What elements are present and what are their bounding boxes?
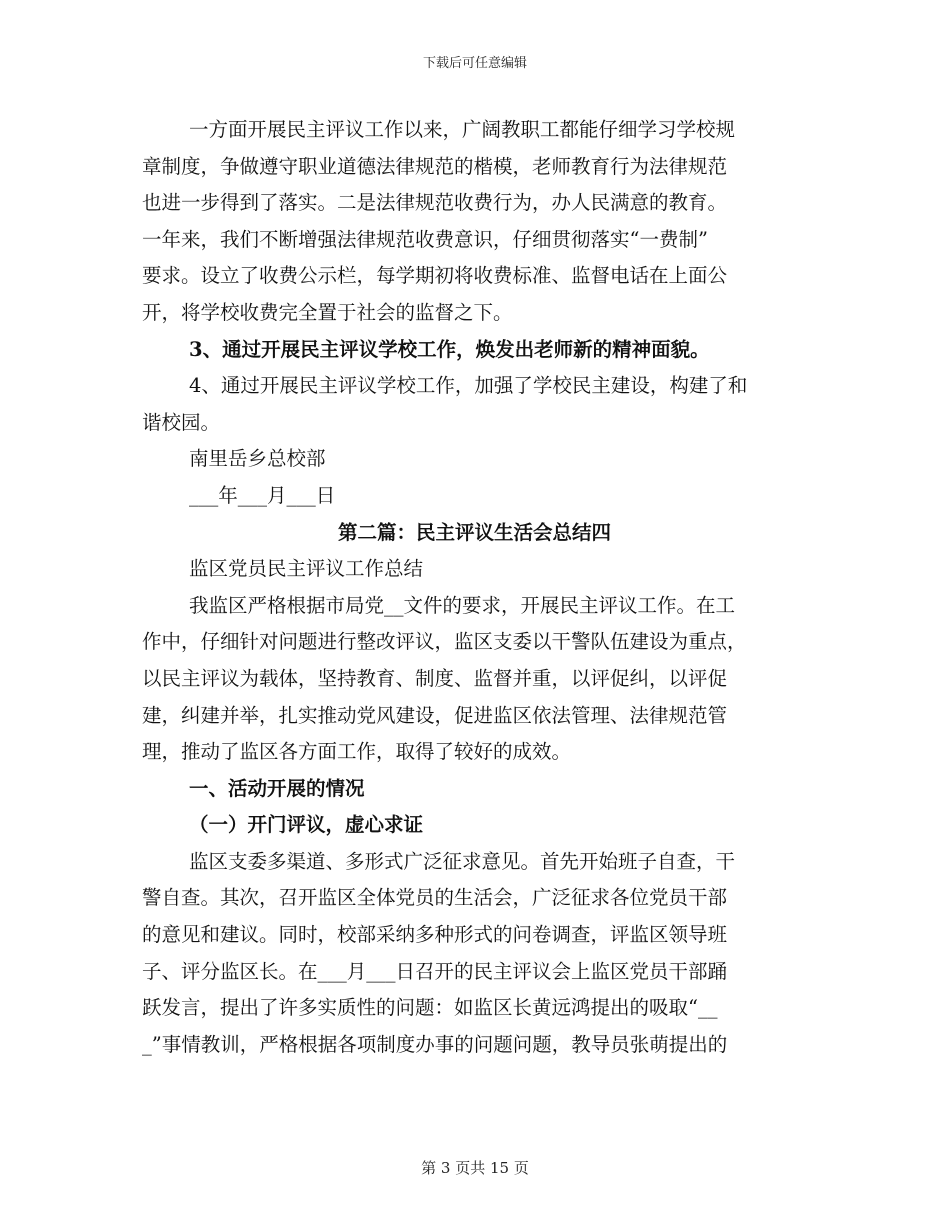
document-subtitle: 监区党员民主评议工作总结 bbox=[189, 557, 424, 581]
heading-1: 一、活动开展的情况 bbox=[189, 776, 365, 800]
paragraph-line: 谐校园。 bbox=[142, 410, 221, 434]
paragraph-line: 作中，仔细针对问题进行整改评议，监区支委以干警队伍建设为重点， bbox=[142, 630, 747, 654]
document-body bbox=[142, 112, 807, 1063]
paragraph-line: 以民主评议为载体，坚持教育、制度、监督并重，以评促纠，以评促 bbox=[142, 666, 728, 690]
heading-2: （一）开门评议，虚心求证 bbox=[189, 813, 424, 837]
paragraph-line: 理，推动了监区各方面工作，取得了较好的成效。 bbox=[142, 740, 572, 764]
signature-org: 南里岳乡总校部 bbox=[189, 447, 326, 471]
paragraph-line: _”事情教训，严格根据各项制度办事的问题问题，教导员张萌提出的 bbox=[142, 1032, 728, 1056]
paragraph-line: 一年来，我们不断增强法律规范收费意识，仔细贯彻落实“一费制” bbox=[142, 227, 708, 251]
paragraph-line: 建，纠建并举，扎实推动党风建设，促进监区依法管理、法律规范管 bbox=[142, 703, 728, 727]
signature-date: ___年___月___日 bbox=[189, 483, 336, 507]
paragraph-line: 警自查。其次，召开监区全体党员的生活会，广泛征求各位党员干部 bbox=[142, 886, 728, 910]
page-header: 下载后可任意编辑 bbox=[422, 56, 527, 71]
paragraph-line: 我监区严格根据市局党__文件的要求，开展民主评议工作。在工 bbox=[189, 593, 736, 617]
paragraph-line: 章制度，争做遵守职业道德法律规范的楷模，老师教育行为法律规范 bbox=[142, 154, 728, 178]
page-footer: 第 3 页共 15 页 bbox=[421, 1159, 529, 1177]
paragraph-line: 开，将学校收费完全置于社会的监督之下。 bbox=[142, 300, 513, 324]
paragraph-line: 的意见和建议。同时，校部采纳多种形式的问卷调查，评监区领导班 bbox=[142, 923, 728, 947]
bold-point-3: 3、通过开展民主评议学校工作，焕发出老师新的精神面貌。 bbox=[189, 337, 710, 361]
paragraph-line: 要求。设立了收费公示栏，每学期初将收费标准、监督电话在上面公 bbox=[142, 264, 728, 288]
paragraph-line: 跃发言，提出了许多实质性的问题：如监区长黄远鸿提出的吸取“__ bbox=[142, 996, 718, 1020]
paragraph-line: 一方面开展民主评议工作以来，广阔教职工都能仔细学习学校规 bbox=[189, 118, 736, 141]
section-title: 第二篇：民主评议生活会总结四 bbox=[337, 520, 611, 544]
paragraph-line: 监区支委多渠道、多形式广泛征求意见。首先开始班子自查，干 bbox=[189, 849, 736, 873]
paragraph-line: 子、评分监区长。在___月___日召开的民主评议会上监区党员干部踊 bbox=[142, 959, 728, 983]
paragraph-line: 4、通过开展民主评议学校工作，加强了学校民主建设，构建了和 bbox=[189, 374, 748, 398]
paragraph-line: 也进一步得到了落实。二是法律规范收费行为，办人民满意的教育。 bbox=[142, 191, 728, 215]
